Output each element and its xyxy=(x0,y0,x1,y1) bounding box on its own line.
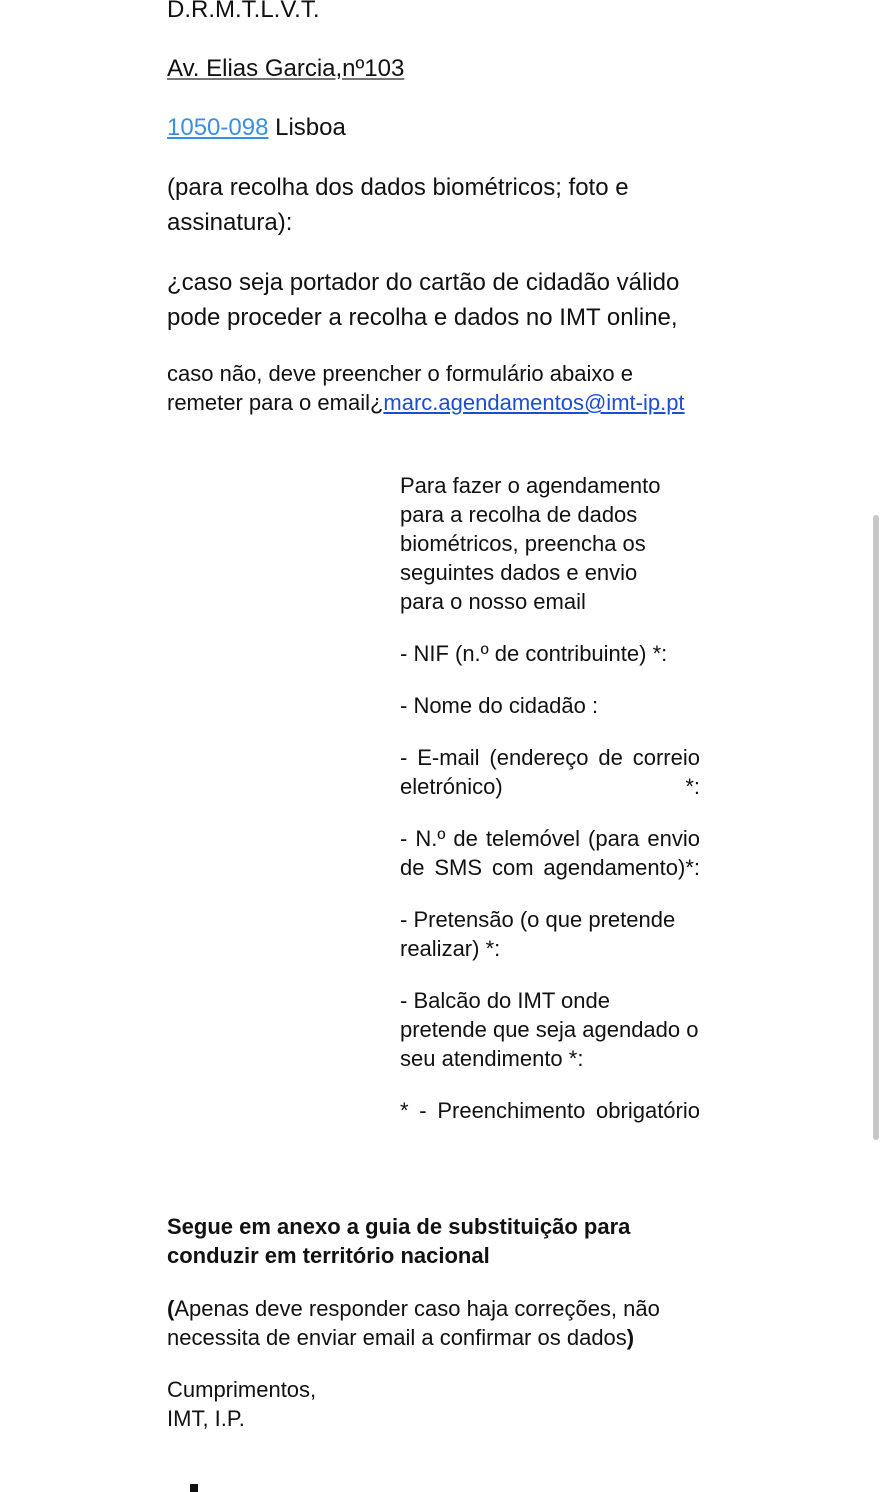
reply-note-close-paren: ) xyxy=(626,1325,635,1350)
email-instruction xyxy=(167,359,687,417)
form-field-office: - Balcão do IMT onde pretende que seja agendado o seu atendimento *: xyxy=(400,988,699,1071)
vertical-scrollbar[interactable] xyxy=(873,515,879,1140)
email-instruction-text: caso não, deve preencher o formulário abaixo e remeter para o email¿ xyxy=(167,361,633,415)
form-field-email: - E-mail (endereço de correio eletrónico) *: xyxy=(400,745,700,799)
reply-note-body: Apenas deve responder caso haja correções, não necessita de enviar email a confirmar os dados xyxy=(167,1296,660,1350)
cut-off-glyph xyxy=(190,1484,198,1492)
org-line: D.R.M.T.L.V.T. xyxy=(167,0,320,23)
form-intro: Para fazer o agendamento para a recolha de dados biométricos, preencha os seguintes dados e envio para o nosso email xyxy=(400,473,661,614)
attachment-note: Segue em anexo a guia de substituição para conduzir em território nacional xyxy=(167,1214,631,1268)
postal-line xyxy=(167,110,346,145)
reply-note xyxy=(167,1294,707,1352)
form-field-request: - Pretensão (o que pretende realizar) *: xyxy=(400,907,676,961)
form-field-nif: - NIF (n.º de contribuinte) *: xyxy=(400,641,668,666)
form-field-mobile: - N.º de telemóvel (para envio de SMS com agendamento)*: xyxy=(400,826,700,880)
reply-note-open-paren: ( xyxy=(167,1296,175,1321)
form-block xyxy=(400,471,700,1125)
email-link[interactable]: marc.agendamentos@imt-ip.pt xyxy=(383,390,685,415)
form-field-name: - Nome do cidadão : xyxy=(400,693,599,718)
postal-code-link[interactable]: 1050-098 xyxy=(167,114,269,141)
signature: IMT, I.P. xyxy=(167,1406,245,1431)
city-label: Lisboa xyxy=(268,114,346,141)
purpose-text: (para recolha dos dados biométricos; foto e assinatura): xyxy=(167,174,629,236)
citizen-card-note: ¿caso seja portador do cartão de cidadão válido pode proceder a recolha e dados no IMT online, xyxy=(167,269,680,331)
address-line: Av. Elias Garcia,nº103 xyxy=(167,55,405,82)
required-note: * - Preenchimento obrigatório xyxy=(400,1098,700,1123)
greeting: Cumprimentos, xyxy=(167,1377,317,1402)
